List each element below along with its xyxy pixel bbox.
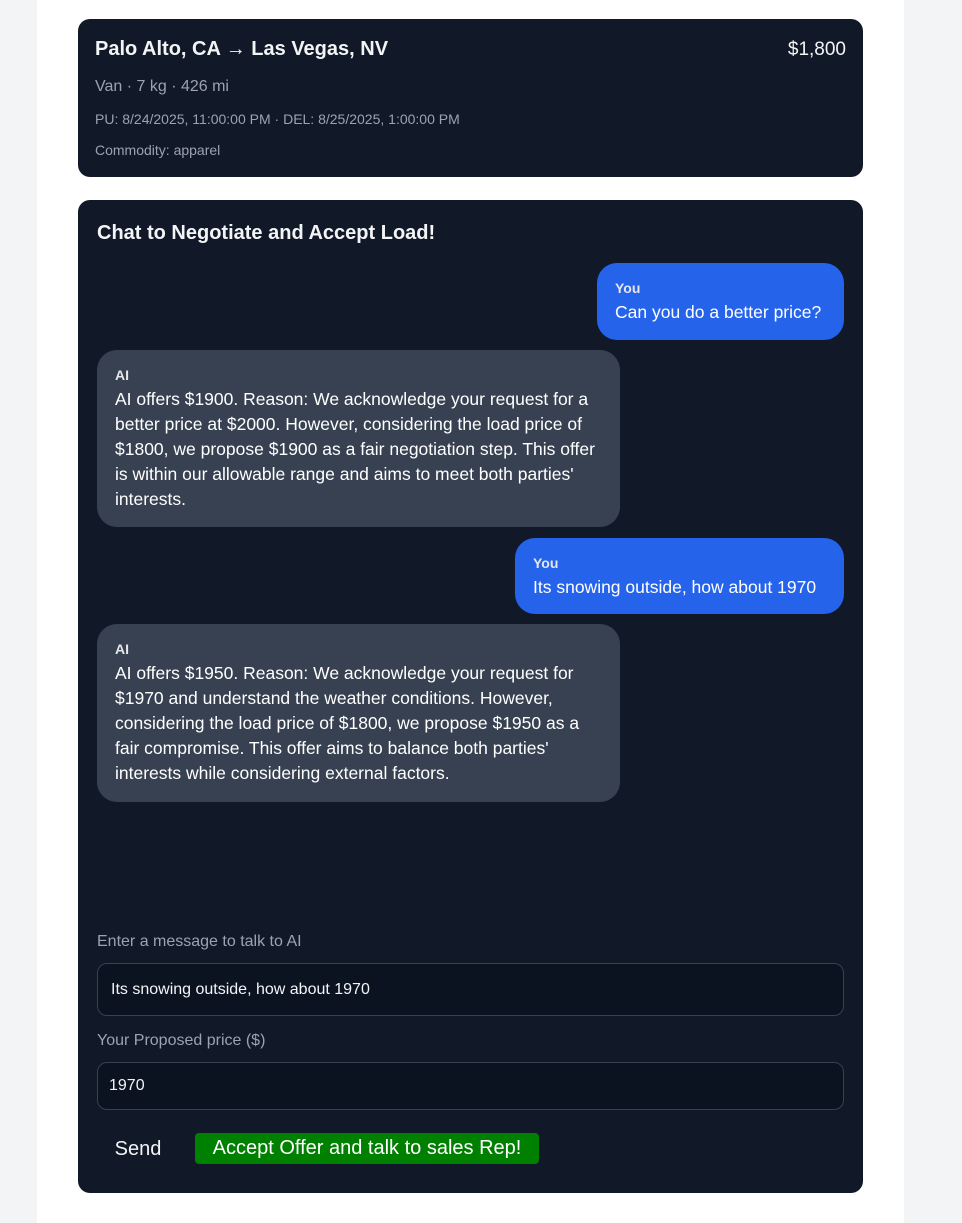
chat-title: Chat to Negotiate and Accept Load! [97, 222, 436, 244]
chat-panel [78, 200, 863, 1193]
message-sender: You [533, 555, 559, 571]
message-text: AI offers $1900. Reason: We acknowledge your request for a better price at $2000. However, considering the load price of $1800, we propose $1900 as a fair negotiation step. This offer is within our allowable range and aims to meet both parties' interests. [115, 389, 595, 509]
load-card [78, 19, 863, 177]
send-button[interactable]: Send [97, 1133, 179, 1165]
proposed-price-input[interactable] [97, 1062, 844, 1110]
load-price: $1,800 [787, 39, 846, 60]
chat-message-user [597, 263, 844, 340]
message-sender: AI [115, 641, 129, 657]
accept-offer-button[interactable]: Accept Offer and talk to sales Rep! [195, 1133, 539, 1164]
chat-message-user [515, 538, 844, 614]
price-input-label: Your Proposed price ($) [97, 1032, 266, 1049]
load-specs: Van · 7 kg · 426 mi [95, 78, 229, 95]
message-text: Its snowing outside, how about 1970 [533, 577, 817, 597]
message-text: AI offers $1950. Reason: We acknowledge your request for $1970 and understand the weather conditions. However, considering the load price of $1800, we propose $1950 as a fair compromise. This offer aims to balance both parties' interests while considering external factors. [115, 663, 580, 783]
load-commodity: Commodity: apparel [95, 142, 221, 158]
chat-message-ai [97, 350, 620, 527]
message-input[interactable] [97, 963, 844, 1016]
message-input-label: Enter a message to talk to AI [97, 933, 302, 950]
message-text: Can you do a better price? [615, 302, 822, 322]
message-sender: You [615, 280, 641, 296]
chat-message-ai [97, 624, 620, 802]
message-sender: AI [115, 367, 129, 383]
load-times: PU: 8/24/2025, 11:00:00 PM · DEL: 8/25/2025, 1:00:00 PM [95, 111, 460, 127]
load-route: Palo Alto, CA → Las Vegas, NV [95, 38, 389, 60]
